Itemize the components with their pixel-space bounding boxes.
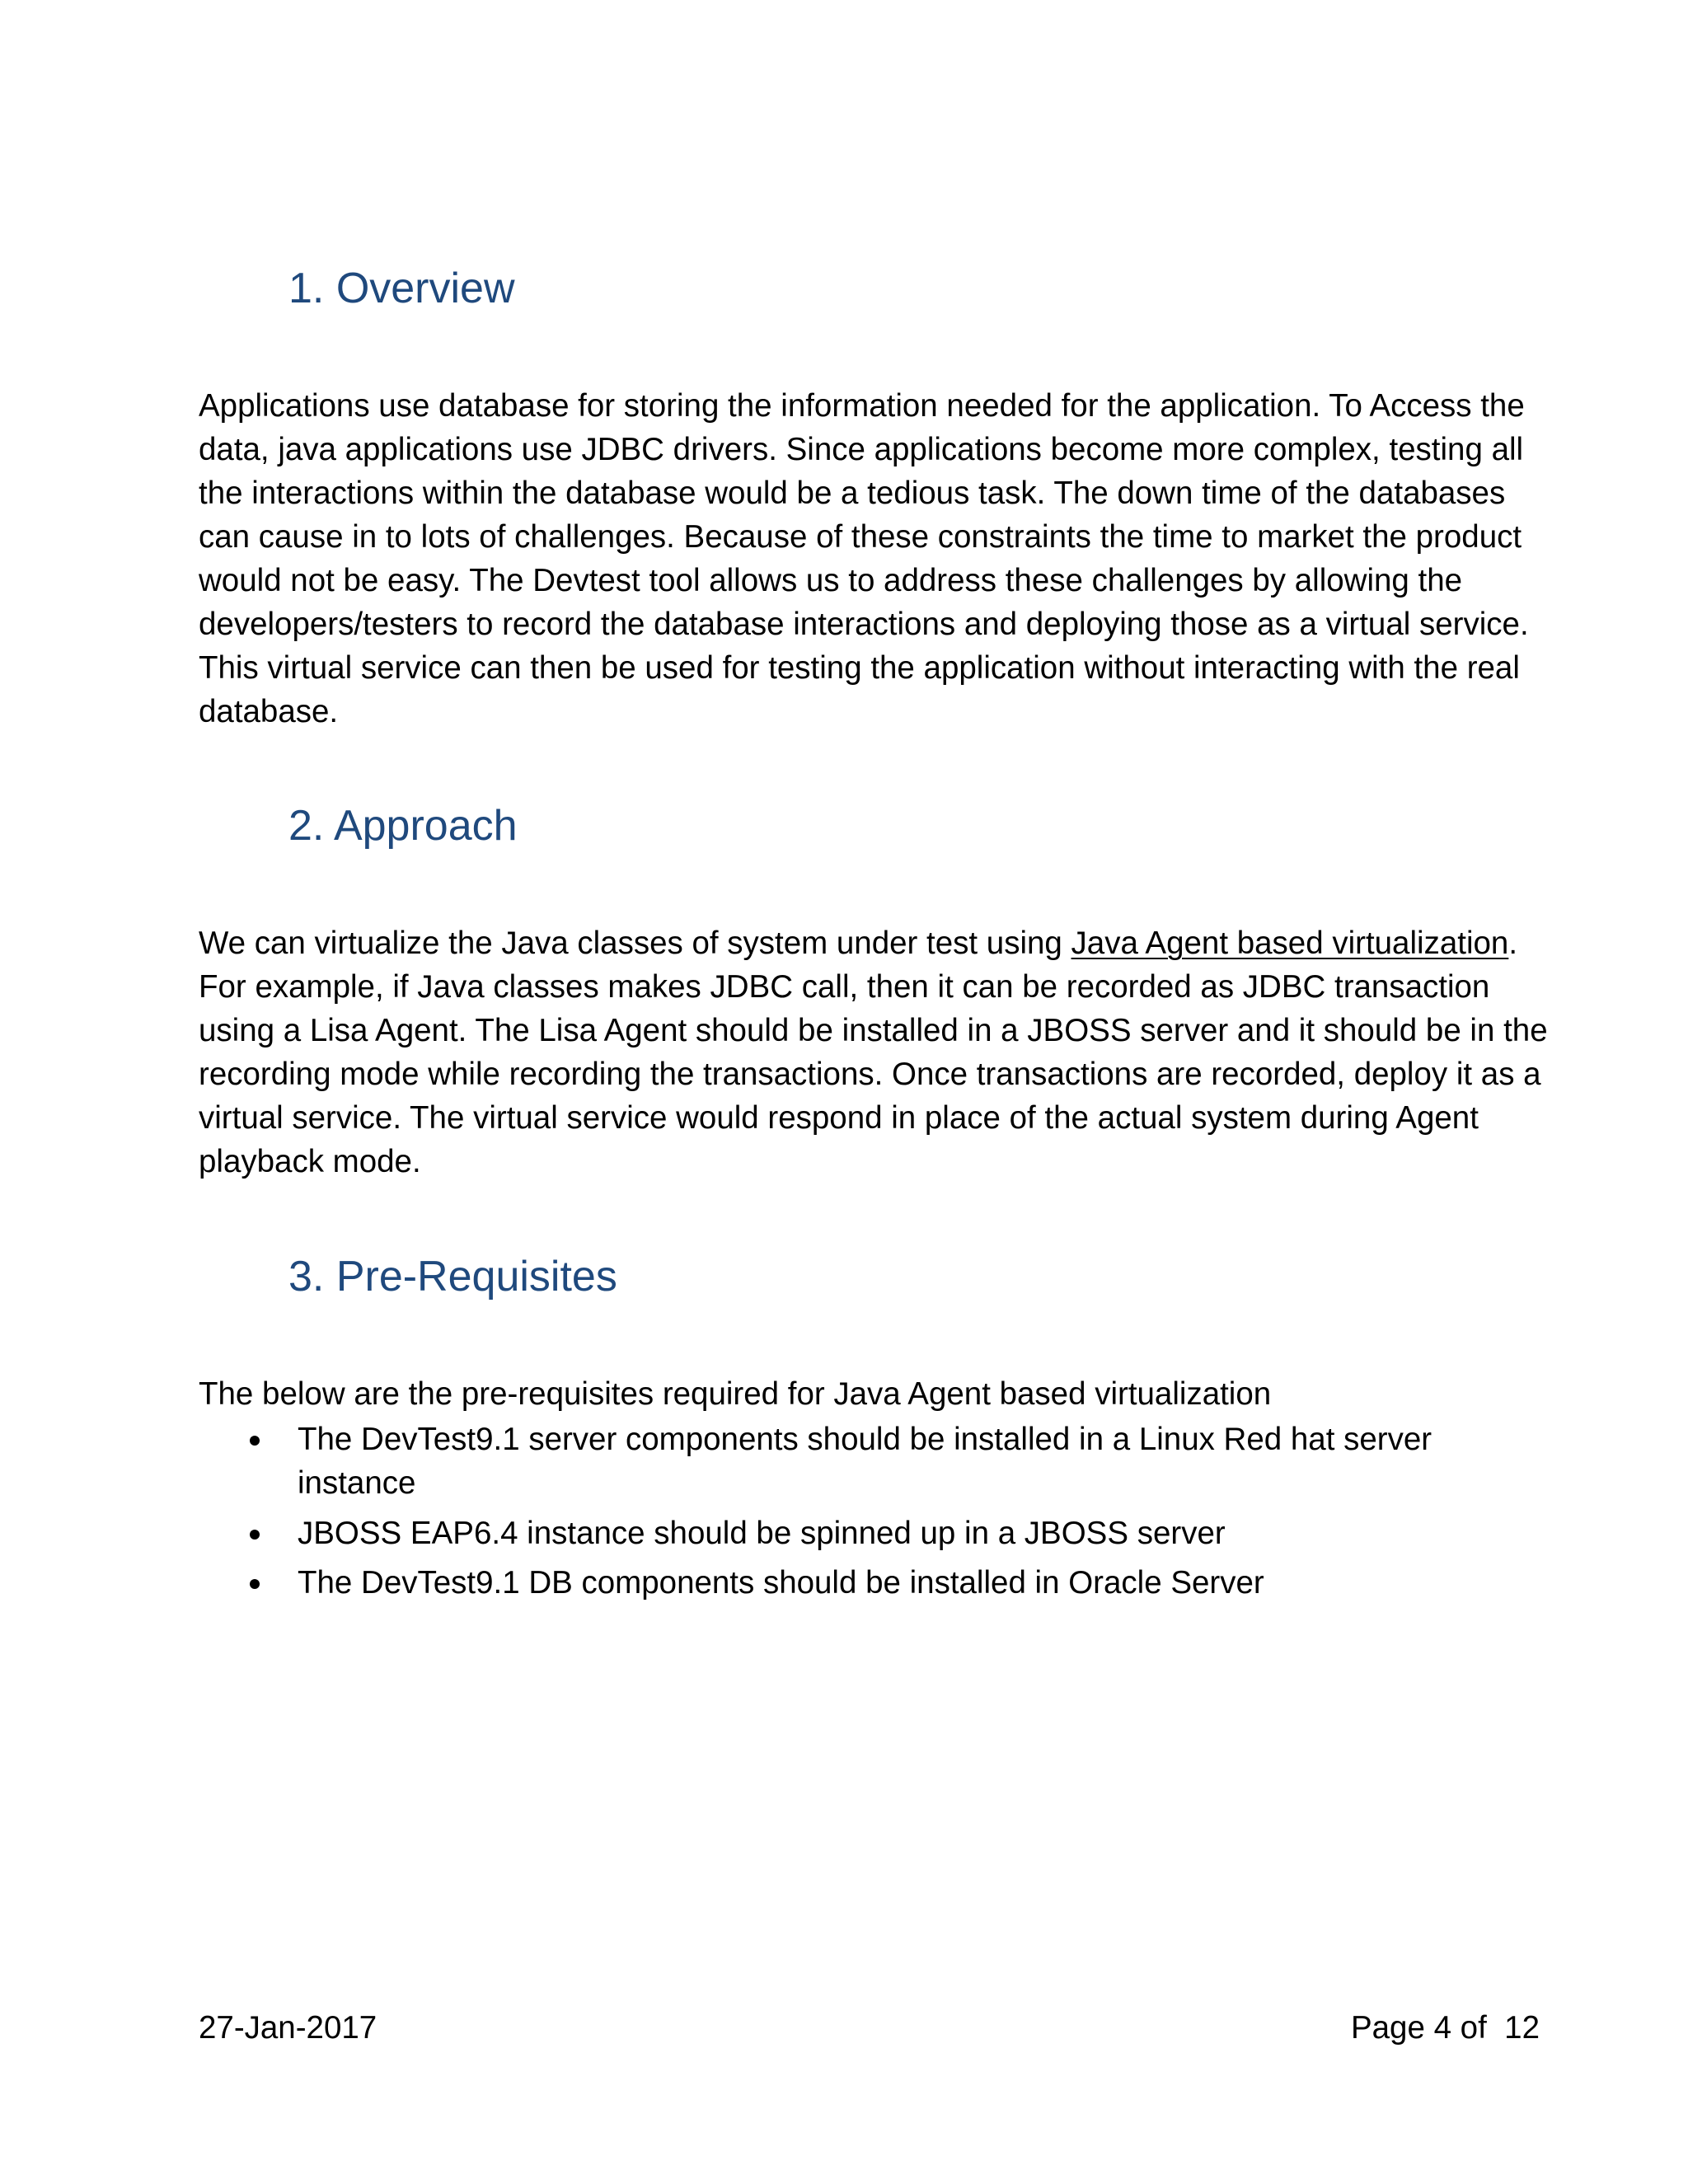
list-item: [199, 1511, 1550, 1555]
bullet-icon: [250, 1530, 260, 1540]
list-item-text: JBOSS EAP6.4 instance should be spinned up in a JBOSS server: [298, 1516, 1226, 1551]
list-item: [199, 1418, 1550, 1505]
approach-paragraph: [199, 921, 1550, 1183]
list-item: [199, 1561, 1550, 1605]
prerequisites-heading: 3. Pre-Requisites: [288, 1253, 617, 1301]
list-item-text: The DevTest9.1 server components should be installed in a Linux Red hat server instance: [298, 1422, 1432, 1501]
list-item-text: The DevTest9.1 DB components should be installed in Oracle Server: [298, 1565, 1264, 1601]
overview-heading: 1. Overview: [288, 265, 515, 312]
footer-date: 27-Jan-2017: [199, 2010, 377, 2046]
approach-text-before-link: We can virtualize the Java classes of system under test using: [199, 926, 1071, 961]
bullet-icon: [250, 1436, 260, 1446]
overview-paragraph: Applications use database for storing the information needed for the application. To Access the data, java applications use JDBC drivers. Since applications become more complex, testing all the interactions within the database would be a tedious task. The down time of the databases can cause in to lots of challenges. Because of these constraints the time to market the product would not be easy. The Devtest tool allows us to address these challenges by allowing the developers/testers to record the database interactions and deploying those as a virtual service. This virtual service can then be used for testing the application without interacting with the real database.: [199, 388, 1529, 729]
approach-heading: 2. Approach: [288, 802, 518, 850]
prerequisites-intro: The below are the pre-requisites required for Java Agent based virtualization: [199, 1376, 1272, 1412]
footer-page-number: Page 4 of 12: [1350, 2010, 1540, 2046]
approach-text-after-link: . For example, if Java classes makes JDBC call, then it can be recorded as JDBC transaction using a Lisa Agent. The Lisa Agent should be installed in a JBOSS server and it should be in the recording mode while recording the transactions. Once transactions are recorded, deploy it as a virtual service. The virtual service would respond in place of the actual system during Agent playback mode.: [199, 926, 1548, 1179]
bullet-icon: [250, 1579, 260, 1589]
prerequisites-list: [199, 1418, 1550, 1611]
java-agent-virtualization-link[interactable]: Java Agent based virtualization: [1071, 926, 1509, 961]
